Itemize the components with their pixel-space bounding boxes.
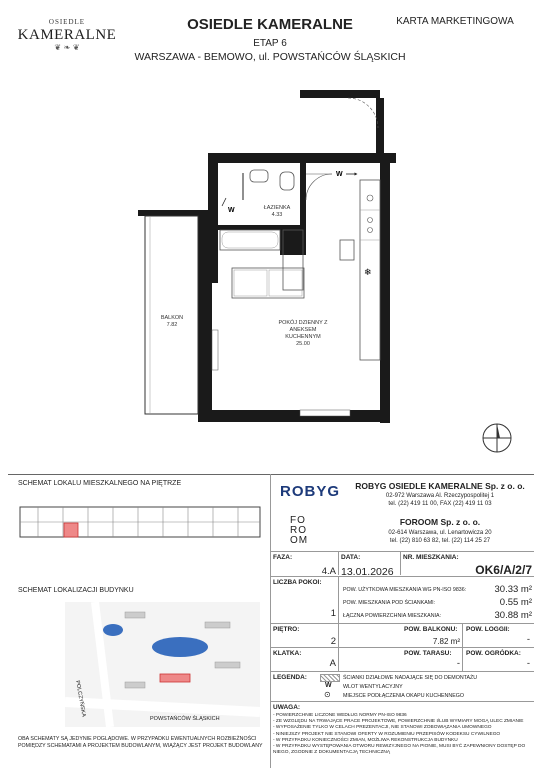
divider [270, 474, 271, 768]
note-line: - W PRZYPADKU KONIECZNOŚCI ZMIAN, MOŻLIWA REKONSTRUKCJA BUDYNKU [273, 737, 458, 743]
legend-item-2: WLOT WENTYLACYJNY [343, 684, 403, 690]
robyg-phone: tel. (22) 419 11 00, FAX (22) 419 11 03 [388, 501, 492, 507]
osiedle-kameralne-logo: OSIEDLE KAMERALNE ❦ ❧ ❦ [17, 18, 117, 52]
walls [138, 90, 396, 423]
data-value: 13.01.2026 [341, 566, 394, 578]
demolishable-walls-swatch [320, 674, 340, 682]
table [340, 240, 354, 260]
bathroom-label: ŁAZIENKA 4.33 [263, 205, 291, 218]
street-label-2: POLCZYŃSKA [74, 680, 87, 718]
total-area-value: 30.88 m² [494, 610, 532, 621]
floor-scheme-title: SCHEMAT LOKALU MIESZKALNEGO NA PIĘTRZE [18, 480, 182, 487]
building-highlight [160, 674, 190, 682]
garden-label: POW. OGRÓDKA: [466, 650, 521, 657]
ventilation-w-icon: W [325, 682, 332, 689]
note-line: - POWIERZCHNIE LICZONE WEDŁUG NORMY PN-ISO 9836 [273, 713, 407, 718]
walls-area-value: 0.55 m² [499, 597, 532, 608]
street-label-1: POWSTAŃCÓW ŚLĄSKICH [150, 716, 220, 722]
notes-label: UWAGA: [273, 704, 301, 711]
legend-item-3: MIEJSCE PODŁĄCZENIA OKAPU KUCHENNEGO [343, 693, 464, 699]
note-line: - W PRZYPADKU WYSTĘPOWANIA OTWORU REWIZYJNEGO NA PIONIE, MUSI BYĆ ZAPEWNIONY DOSTĘP DO [273, 744, 526, 750]
building-scheme-title: SCHEMAT LOKALIZACJI BUDYNKU [18, 587, 134, 594]
ventilation-mark-2: W [336, 171, 343, 178]
legend-item-1: ŚCIANKI DZIAŁOWE NADAJĄCE SIĘ DO DEMONTAŻU [343, 675, 478, 681]
walls-area-label: POW. MIESZKANIA POD ŚCIANKAMI: [343, 600, 436, 606]
faza-value: 4.A [321, 566, 336, 577]
note-line: NIEGO, ZGODNIE Z DOKUMENTACJĄ TECHNICZNĄ [273, 750, 391, 756]
floor-value: 2 [330, 636, 336, 647]
apartment-highlight [64, 523, 78, 537]
loggia-value: - [526, 634, 530, 645]
balcony-area-value: 7.82 m² [432, 637, 460, 646]
usable-area-label: POW. UŻYTKOWA MIESZKANIA WG PN-ISO 9836: [343, 587, 467, 593]
ventilation-mark-1: W [228, 207, 235, 214]
staircase-label: KLATKA: [273, 650, 302, 657]
pond-1 [103, 624, 123, 636]
page-title: OSIEDLE KAMERALNE [187, 16, 353, 33]
hood-icon: ⊙ [324, 690, 331, 699]
total-area-label: ŁĄCZNA POWIERZCHNIA MIESZKANIA: [343, 613, 442, 619]
data-label: DATA: [341, 554, 361, 561]
living-room-label: POKÓJ DZIENNY Z ANEKSEM KUCHENNYM 25.00 [278, 320, 328, 347]
foroom-logo: FO RO OM [290, 515, 309, 546]
address-label: WARSZAWA - BEMOWO, ul. POWSTAŃCÓW ŚLĄSKICH [134, 51, 406, 63]
foroom-address: 02-614 Warszawa, ul. Lenartowicza 20 [388, 530, 492, 536]
legend-label: LEGENDA: [273, 674, 307, 681]
terrace-value: - [456, 658, 460, 669]
foroom-name: FOROOM Sp. z o. o. [399, 517, 481, 527]
toilet [280, 172, 294, 190]
note-line: - NINIEJSZY PROJEKT NIE STANOWI OFERTY W ROZUMIENIU PRZEPISÓW KODEKSU CYWILNEGO [273, 731, 501, 737]
sink [250, 170, 268, 182]
fridge-icon: ❄ [364, 268, 372, 278]
card-type-label: KARTA MARKETINGOWA [396, 16, 514, 27]
floor-plan [0, 70, 542, 470]
robyg-address: 02-972 Warszawa Al. Rzeczypospolitej 1 [385, 493, 495, 499]
note-line: - WYPOSAŻENIE TYLKO W CELACH PREZENTACJI, NIE STANOWI ZOBOWIĄZANIA UMOWNEGO [273, 725, 492, 731]
rooms-label: LICZBA POKOI: [273, 579, 322, 586]
faza-label: FAZA: [273, 554, 293, 561]
terrace-label: POW. TARASU: [404, 650, 452, 657]
bathtub [220, 230, 280, 250]
staircase-value: A [329, 658, 336, 669]
balcony-area-label: POW. BALKONU: [404, 626, 458, 633]
pond-2 [152, 637, 208, 657]
notes-list [273, 713, 535, 756]
usable-area-value: 30.33 m² [494, 584, 532, 595]
garden-value: - [526, 658, 530, 669]
robyg-name: ROBYG OSIEDLE KAMERALNE Sp. z o. o. [355, 481, 525, 491]
sofa [232, 268, 304, 298]
balcony-label: BALKON 7.82 [160, 315, 184, 328]
compass-icon [483, 424, 511, 452]
floor-label: PIĘTRO: [273, 626, 300, 633]
rooms-value: 1 [330, 608, 336, 619]
note-line: - ZE WZGLĘDU NA TRWAJĄCE PRACE PROJEKTOWE, POWIERZCHNIE I/LUB WYMIARY MOGĄ ULEC ZMIANIE [273, 719, 524, 725]
divider [8, 474, 534, 475]
disclaimer: OBA SCHEMATY SĄ JEDYNIE POGLĄDOWE. W PRZYPADKU EWENTUALNYCH ROZBIEŻNOŚCI POMIĘDZY SCHEMATAMI A PROJEKTEM BUDOWLANYM, WIĄŻĄCY JEST PROJEKT BUDOWLANY [18, 736, 263, 749]
apartment-number: OK6/A/2/7 [475, 563, 532, 577]
floor-scheme-drawing [18, 495, 263, 555]
site-map [65, 602, 260, 727]
ornament-icon: ❦ ❧ ❦ [54, 43, 80, 52]
loggia-label: POW. LOGGII: [466, 626, 510, 633]
stage-label: ETAP 6 [253, 38, 287, 49]
robyg-logo: ROBYG [280, 483, 341, 500]
foroom-phone: tel. (22) 810 63 82, tel. (22) 114 25 27 [389, 538, 491, 544]
nr-label: NR. MIESZKANIA: [403, 554, 459, 561]
